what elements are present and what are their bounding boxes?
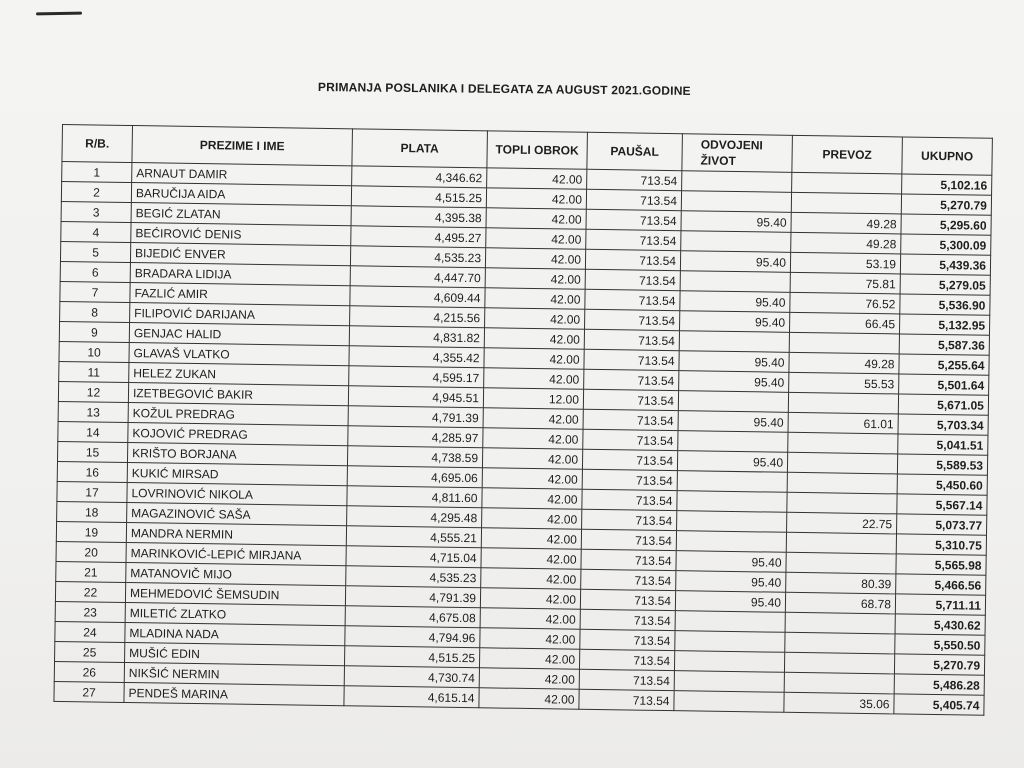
cell-name: BARUČIJA AIDA — [131, 183, 351, 206]
cell-odvojeni-zivot: 95.40 — [677, 451, 787, 473]
cell-pausal: 713.54 — [582, 469, 677, 490]
cell-odvojeni-zivot: 95.40 — [680, 251, 790, 273]
cell-topli-obrok: 42.00 — [485, 268, 585, 289]
cell-plata: 4,515.25 — [351, 186, 486, 208]
cell-ukupno: 5,310.75 — [896, 534, 986, 555]
cell-ukupno: 5,450.60 — [897, 474, 987, 495]
cell-ukupno: 5,073.77 — [897, 514, 987, 535]
cell-pausal: 713.54 — [581, 549, 676, 570]
cell-plata: 4,615.14 — [344, 686, 479, 708]
cell-prevoz — [786, 532, 896, 554]
cell-rb: 9 — [59, 321, 129, 342]
cell-ukupno: 5,587.36 — [899, 334, 989, 355]
cell-odvojeni-zivot — [681, 231, 791, 253]
cell-plata: 4,675.08 — [345, 606, 480, 628]
cell-ukupno: 5,132.95 — [899, 314, 989, 335]
cell-prevoz: 76.52 — [790, 292, 900, 314]
cell-ukupno: 5,300.09 — [901, 234, 991, 255]
cell-topli-obrok: 42.00 — [486, 228, 586, 249]
table-body — [54, 162, 992, 716]
cell-name: PENDEŠ MARINA — [124, 682, 344, 705]
cell-plata: 4,715.04 — [346, 546, 481, 568]
header-odvojeni-line1: ODVOJENI — [700, 137, 763, 153]
cell-topli-obrok: 12.00 — [483, 388, 583, 409]
cell-pausal: 713.54 — [580, 629, 675, 650]
cell-prevoz — [792, 172, 902, 194]
cell-prevoz: 80.39 — [786, 572, 896, 594]
cell-prevoz — [785, 632, 895, 654]
cell-topli-obrok: 42.00 — [481, 528, 581, 549]
cell-odvojeni-zivot — [675, 631, 785, 653]
cell-plata: 4,285.97 — [348, 426, 483, 448]
cell-odvojeni-zivot — [674, 651, 784, 673]
cell-pausal: 713.54 — [582, 489, 677, 510]
cell-pausal: 713.54 — [579, 669, 674, 690]
cell-prevoz — [788, 392, 898, 414]
cell-plata: 4,831.82 — [349, 326, 484, 348]
cell-odvojeni-zivot — [674, 671, 784, 693]
cell-ukupno: 5,295.60 — [901, 214, 991, 235]
cell-name: MLADINA NADA — [125, 622, 345, 645]
header-plata: PLATA — [352, 129, 488, 168]
cell-prevoz: 53.19 — [790, 252, 900, 274]
cell-prevoz: 61.01 — [788, 412, 898, 434]
cell-prevoz — [784, 652, 894, 674]
cell-topli-obrok: 42.00 — [481, 548, 581, 569]
cell-plata: 4,791.39 — [348, 406, 483, 428]
cell-plata: 4,695.06 — [347, 466, 482, 488]
cell-ukupno: 5,671.05 — [898, 394, 988, 415]
cell-plata: 4,515.25 — [344, 646, 479, 668]
cell-pausal: 713.54 — [585, 269, 680, 290]
cell-name: FILIPOVIĆ DARIJANA — [130, 303, 350, 326]
cell-pausal: 713.54 — [585, 249, 680, 270]
cell-prevoz: 55.53 — [789, 372, 899, 394]
cell-name: KUKIĆ MIRSAD — [127, 463, 347, 486]
cell-plata: 4,495.27 — [351, 226, 486, 248]
cell-rb: 17 — [57, 481, 127, 502]
cell-rb: 1 — [62, 162, 132, 183]
cell-pausal: 713.54 — [580, 589, 675, 610]
cell-odvojeni-zivot — [678, 431, 788, 453]
cell-topli-obrok: 42.00 — [485, 308, 585, 329]
cell-odvojeni-zivot — [681, 191, 791, 213]
cell-rb: 6 — [60, 261, 130, 282]
cell-ukupno: 5,405.74 — [894, 694, 984, 715]
cell-plata: 4,730.74 — [344, 666, 479, 688]
cell-prevoz: 22.75 — [787, 512, 897, 534]
header-pausal: PAUŠAL — [587, 132, 683, 170]
cell-name: GLAVAŠ VLATKO — [129, 343, 349, 366]
cell-plata: 4,447.70 — [350, 266, 485, 288]
cell-name: MAGAZINOVIĆ SAŠA — [127, 503, 347, 526]
cell-pausal: 713.54 — [582, 509, 677, 530]
cell-topli-obrok: 42.00 — [483, 428, 583, 449]
cell-name: NIKŠIĆ NERMIN — [124, 662, 344, 685]
cell-ukupno: 5,567.14 — [897, 494, 987, 515]
cell-prevoz — [784, 672, 894, 694]
cell-topli-obrok: 42.00 — [487, 168, 587, 189]
cell-pausal: 713.54 — [585, 309, 680, 330]
cell-topli-obrok: 42.00 — [486, 188, 586, 209]
cell-topli-obrok: 42.00 — [480, 628, 580, 649]
cell-rb: 21 — [56, 561, 126, 582]
cell-pausal: 713.54 — [581, 529, 676, 550]
header-name: PREZIME I IME — [132, 126, 353, 166]
cell-ukupno: 5,565.98 — [896, 554, 986, 575]
cell-rb: 16 — [57, 461, 127, 482]
cell-prevoz — [789, 332, 899, 354]
cell-plata: 4,595.17 — [349, 366, 484, 388]
cell-topli-obrok: 42.00 — [479, 688, 579, 709]
cell-topli-obrok: 42.00 — [484, 348, 584, 369]
cell-odvojeni-zivot — [678, 391, 788, 413]
cell-odvojeni-zivot — [677, 471, 787, 493]
cell-prevoz: 68.78 — [785, 592, 895, 614]
cell-topli-obrok: 42.00 — [485, 288, 585, 309]
cell-odvojeni-zivot — [677, 491, 787, 513]
cell-prevoz: 66.45 — [789, 312, 899, 334]
cell-topli-obrok: 42.00 — [484, 368, 584, 389]
cell-prevoz — [787, 452, 897, 474]
cell-plata: 4,346.62 — [352, 166, 487, 188]
cell-name: MEHMEDOVIĆ ŠEMSUDIN — [125, 582, 345, 605]
cell-rb: 12 — [58, 381, 128, 402]
cell-ukupno: 5,439.36 — [900, 254, 990, 275]
cell-plata: 4,355.42 — [349, 346, 484, 368]
cell-topli-obrok: 42.00 — [482, 448, 582, 469]
cell-ukupno: 5,550.50 — [895, 634, 985, 655]
cell-rb: 3 — [61, 201, 131, 222]
header-odvojeni-zivot — [682, 134, 793, 173]
cell-plata: 4,609.44 — [350, 286, 485, 308]
cell-odvojeni-zivot: 95.40 — [681, 211, 791, 233]
cell-ukupno: 5,703.34 — [898, 414, 988, 435]
cell-name: MARINKOVIĆ-LEPIĆ MIRJANA — [126, 542, 346, 565]
cell-odvojeni-zivot — [676, 531, 786, 553]
cell-prevoz: 49.28 — [791, 232, 901, 254]
cell-ukupno: 5,466.56 — [896, 574, 986, 595]
cell-rb: 15 — [57, 441, 127, 462]
cell-plata: 4,945.51 — [348, 386, 483, 408]
cell-rb: 27 — [54, 681, 124, 702]
cell-topli-obrok: 42.00 — [482, 508, 582, 529]
cell-pausal: 713.54 — [582, 449, 677, 470]
cell-rb: 11 — [59, 361, 129, 382]
cell-pausal: 713.54 — [586, 189, 681, 210]
cell-plata: 4,791.39 — [345, 586, 480, 608]
cell-pausal: 713.54 — [587, 169, 682, 190]
cell-ukupno: 5,270.79 — [894, 654, 984, 675]
cell-pausal: 713.54 — [579, 649, 674, 670]
cell-ukupno: 5,536.90 — [900, 294, 990, 315]
header-rb: R/B. — [62, 125, 133, 163]
cell-topli-obrok: 42.00 — [479, 648, 579, 669]
cell-rb: 13 — [58, 401, 128, 422]
cell-topli-obrok: 42.00 — [485, 248, 585, 269]
document-title: PRIMANJA POSLANIKA I DELEGATA ZA AUGUST 2021.GODINE — [317, 80, 691, 98]
cell-odvojeni-zivot: 95.40 — [679, 371, 789, 393]
salary-table-wrapper — [53, 124, 991, 716]
cell-topli-obrok: 42.00 — [486, 208, 586, 229]
cell-odvojeni-zivot — [674, 691, 784, 713]
cell-rb: 8 — [60, 301, 130, 322]
cell-odvojeni-zivot: 95.40 — [675, 591, 785, 613]
pen-mark — [36, 12, 82, 16]
cell-odvojeni-zivot: 95.40 — [676, 551, 786, 573]
cell-odvojeni-zivot — [680, 271, 790, 293]
cell-pausal: 713.54 — [584, 349, 679, 370]
header-prevoz: PREVOZ — [792, 135, 903, 174]
cell-rb: 26 — [54, 661, 124, 682]
cell-ukupno: 5,589.53 — [897, 454, 987, 475]
cell-rb: 23 — [55, 601, 125, 622]
cell-topli-obrok: 42.00 — [483, 408, 583, 429]
cell-ukupno: 5,041.51 — [898, 434, 988, 455]
cell-rb: 18 — [57, 501, 127, 522]
cell-name: ARNAUT DAMIR — [132, 163, 352, 186]
cell-plata: 4,215.56 — [350, 306, 485, 328]
cell-pausal: 713.54 — [584, 369, 679, 390]
cell-odvojeni-zivot: 95.40 — [680, 311, 790, 333]
cell-odvojeni-zivot: 95.40 — [676, 571, 786, 593]
cell-name: BEGIĆ ZLATAN — [131, 203, 351, 226]
cell-topli-obrok: 42.00 — [479, 668, 579, 689]
cell-prevoz: 49.28 — [791, 212, 901, 234]
cell-topli-obrok: 42.00 — [482, 488, 582, 509]
cell-ukupno: 5,270.79 — [901, 194, 991, 215]
cell-prevoz — [791, 192, 901, 214]
cell-prevoz — [788, 432, 898, 454]
cell-rb: 10 — [59, 341, 129, 362]
cell-pausal: 713.54 — [583, 409, 678, 430]
cell-plata: 4,555.21 — [346, 526, 481, 548]
cell-pausal: 713.54 — [586, 229, 681, 250]
cell-odvojeni-zivot — [677, 511, 787, 533]
cell-ukupno: 5,102.16 — [902, 174, 992, 195]
cell-name: KRIŠTO BORJANA — [127, 443, 347, 466]
header-topli-obrok: TOPLI OBROK — [487, 131, 588, 169]
cell-pausal: 713.54 — [583, 389, 678, 410]
cell-name: FAZLIĆ AMIR — [130, 283, 350, 306]
cell-rb: 14 — [58, 421, 128, 442]
cell-topli-obrok: 42.00 — [480, 608, 580, 629]
cell-rb: 24 — [55, 621, 125, 642]
cell-ukupno: 5,486.28 — [894, 674, 984, 695]
cell-rb: 2 — [61, 182, 131, 203]
cell-topli-obrok: 42.00 — [484, 328, 584, 349]
cell-plata: 4,395.38 — [351, 206, 486, 228]
cell-name: GENJAC HALID — [129, 323, 349, 346]
cell-name: BIJEDIĆ ENVER — [130, 243, 350, 266]
cell-ukupno: 5,711.11 — [895, 594, 985, 615]
cell-topli-obrok: 42.00 — [482, 468, 582, 489]
cell-name: LOVRINOVIĆ NIKOLA — [127, 483, 347, 506]
cell-plata: 4,738.59 — [347, 446, 482, 468]
cell-ukupno: 5,279.05 — [900, 274, 990, 295]
cell-rb: 20 — [56, 541, 126, 562]
header-ukupno: UKUPNO — [902, 137, 993, 175]
cell-odvojeni-zivot: 95.40 — [680, 291, 790, 313]
cell-name: MATANOVIČ MIJO — [126, 562, 346, 585]
cell-odvojeni-zivot: 95.40 — [678, 411, 788, 433]
cell-name: MILETIĆ ZLATKO — [125, 602, 345, 625]
cell-rb: 4 — [61, 221, 131, 242]
cell-name: BEĆIROVIĆ DENIS — [131, 223, 351, 246]
cell-topli-obrok: 42.00 — [480, 588, 580, 609]
cell-pausal: 713.54 — [580, 609, 675, 630]
cell-prevoz — [787, 472, 897, 494]
cell-name: KOŽUL PREDRAG — [128, 403, 348, 426]
cell-pausal: 713.54 — [583, 429, 678, 450]
cell-plata: 4,295.48 — [347, 506, 482, 528]
cell-prevoz — [787, 492, 897, 514]
cell-rb: 19 — [56, 521, 126, 542]
header-odvojeni-line2: ŽIVOT — [700, 153, 736, 168]
cell-name: MANDRA NERMIN — [126, 523, 346, 546]
cell-prevoz — [786, 552, 896, 574]
cell-odvojeni-zivot — [679, 331, 789, 353]
cell-prevoz — [785, 612, 895, 634]
cell-prevoz: 35.06 — [784, 692, 894, 714]
cell-odvojeni-zivot — [675, 611, 785, 633]
cell-name: KOJOVIĆ PREDRAG — [128, 423, 348, 446]
cell-rb: 5 — [60, 241, 130, 262]
cell-topli-obrok: 42.00 — [481, 568, 581, 589]
cell-pausal: 713.54 — [585, 289, 680, 310]
cell-plata: 4,794.96 — [345, 626, 480, 648]
cell-ukupno: 5,501.64 — [899, 374, 989, 395]
cell-prevoz: 75.81 — [790, 272, 900, 294]
cell-ukupno: 5,255.64 — [899, 354, 989, 375]
cell-name: HELEZ ZUKAN — [129, 363, 349, 386]
cell-rb: 7 — [60, 281, 130, 302]
cell-pausal: 713.54 — [586, 209, 681, 230]
cell-odvojeni-zivot — [682, 171, 792, 193]
cell-ukupno: 5,430.62 — [895, 614, 985, 635]
cell-name: IZETBEGOVIĆ BAKIR — [128, 383, 348, 406]
cell-rb: 22 — [55, 581, 125, 602]
cell-plata: 4,535.23 — [350, 246, 485, 268]
cell-name: BRADARA LIDIJA — [130, 263, 350, 286]
cell-pausal: 713.54 — [579, 689, 674, 710]
cell-plata: 4,535.23 — [346, 566, 481, 588]
salary-table — [53, 124, 992, 716]
cell-odvojeni-zivot: 95.40 — [679, 351, 789, 373]
cell-pausal: 713.54 — [584, 329, 679, 350]
cell-name: MUŠIĆ EDIN — [125, 642, 345, 665]
cell-prevoz: 49.28 — [789, 352, 899, 374]
cell-plata: 4,811.60 — [347, 486, 482, 508]
cell-rb: 25 — [55, 641, 125, 662]
cell-pausal: 713.54 — [581, 569, 676, 590]
